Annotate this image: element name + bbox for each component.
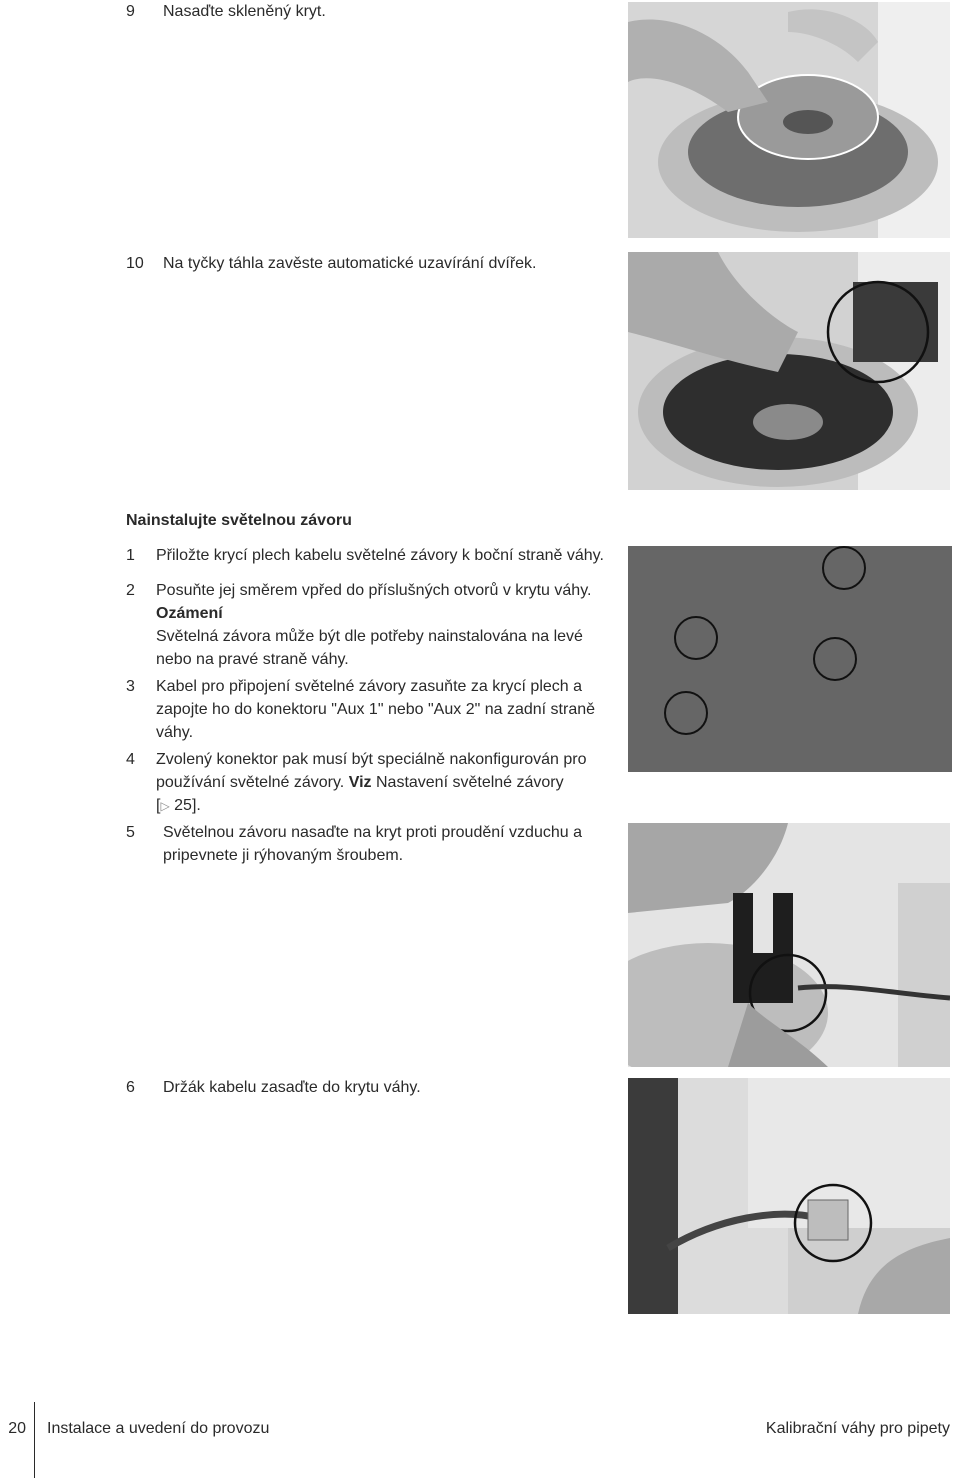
see-label: Viz <box>348 774 372 791</box>
step-text: Držák kabelu zasaďte do krytu váhy. <box>163 1079 421 1096</box>
step-number: 6 <box>126 1079 135 1096</box>
photo-light-barrier <box>628 823 950 1067</box>
cross-reference-link[interactable]: Nastavení světelné závory <box>375 774 564 791</box>
step-number: 9 <box>126 3 135 20</box>
step-text: Nasaďte skleněný kryt. <box>163 3 326 20</box>
note-text: Světelná závora může být dle potřeby nainstalována na levé nebo na pravé straně váhy. <box>156 628 583 668</box>
page-arrow-icon: ▷ <box>160 799 170 813</box>
step-number: 4 <box>126 751 135 768</box>
step-text: Zvolený konektor pak musí být speciálně nakonfigurován pro používání světelné závory. <box>156 751 587 791</box>
step-number: 10 <box>126 255 144 272</box>
step-text: Přiložte krycí plech kabelu světelné závory k boční straně váhy. <box>156 547 604 564</box>
footer-document-title: Kalibrační váhy pro pipety <box>765 1420 950 1437</box>
note-title: Ozámení <box>156 605 223 622</box>
step-text: Kabel pro připojení světelné závory zasuňte za krycí plech a zapojte ho do konektoru "Aux 1" nebo "Aux 2" na zadní straně váhy. <box>156 678 596 741</box>
section-heading: Nainstalujte světelnou závoru <box>126 512 352 529</box>
page-number: 20 <box>8 1420 26 1437</box>
photo-door-closing <box>628 252 950 490</box>
page-reference[interactable]: 25 <box>174 797 192 814</box>
step-text: Posuňte jej směrem vpřed do příslušných otvorů v krytu váhy. <box>156 582 592 599</box>
footer-divider <box>34 1402 35 1478</box>
install-step-4 <box>126 748 626 818</box>
step-number: 5 <box>126 824 135 841</box>
ref-close: ]. <box>191 797 201 814</box>
footer-section-title: Instalace a uvedení do provozu <box>47 1420 270 1437</box>
ref-open: [ <box>156 797 161 814</box>
photo-cable-holder <box>628 1078 950 1314</box>
install-step-1 <box>126 544 626 567</box>
install-step-5 <box>126 821 626 867</box>
step-text: Světelnou závoru nasaďte na kryt proti proudění vzduchu a pripevnete ji rýhovaným šroubem. <box>163 824 582 864</box>
install-step-3 <box>126 675 626 744</box>
step-number: 3 <box>126 678 135 695</box>
step-text: Na tyčky táhla zavěste automatické uzavírání dvířek. <box>163 255 537 272</box>
step-number: 2 <box>126 582 135 599</box>
install-step-2 <box>126 579 626 671</box>
photo-glass-cover <box>628 2 950 238</box>
diagram-connector-panel <box>628 546 952 772</box>
step-number: 1 <box>126 547 135 564</box>
